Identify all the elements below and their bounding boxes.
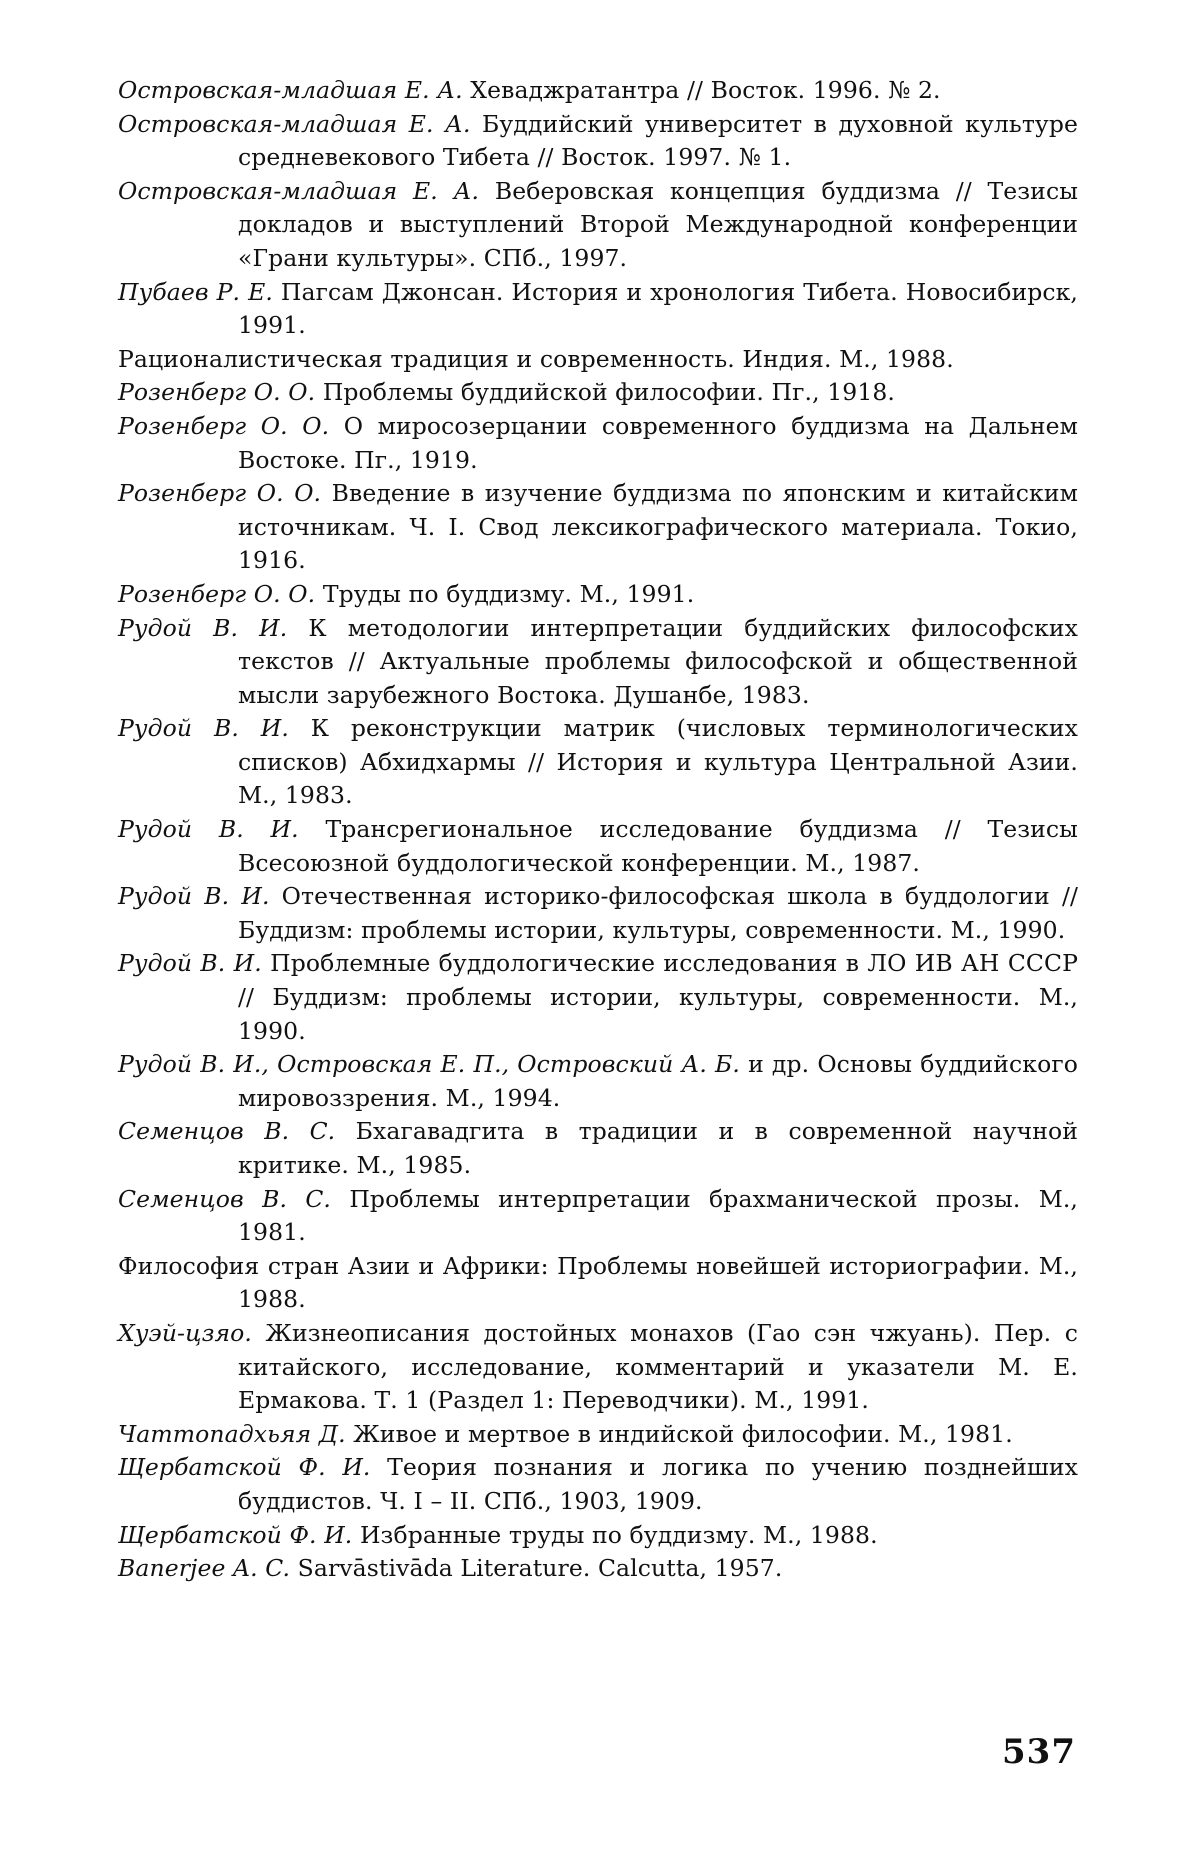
bibliography-entry bbox=[118, 1250, 1078, 1317]
entry-text: Проблемные буддологические исследования в ЛО ИВ АН СССР // Буддизм: проблемы истории, культуры, современности. М., 1990. bbox=[238, 949, 1078, 1045]
entry-text: Хеваджратантра // Восток. 1996. № 2. bbox=[462, 76, 941, 104]
entry-author: Рудой В. И. bbox=[118, 949, 262, 978]
entry-text: Живое и мертвое в индийской философии. М., 1981. bbox=[345, 1419, 1013, 1448]
page-number: 537 bbox=[1002, 1732, 1076, 1772]
bibliography-entry bbox=[118, 947, 1078, 1048]
bibliography-list bbox=[118, 74, 1078, 1586]
entry-text: Рационалистическая традиция и современность. Индия. М., 1988. bbox=[118, 344, 954, 373]
entry-author: Семенцов В. С. bbox=[118, 1117, 336, 1146]
entry-author: Рудой В. И. bbox=[118, 882, 270, 911]
bibliography-entry bbox=[118, 612, 1078, 713]
entry-text: Жизнеописания достойных монахов (Гао сэн чжуань). Пер. с китайского, исследование, комментарий и указатели М. Е. Ермакова. Т. 1 (Раздел 1: Переводчики). М., 1991. bbox=[238, 1318, 1078, 1415]
entry-text: К методологии интерпретации буддийских философских текстов // Актуальные проблемы философской и общественной мысли зарубежного Востока. Душанбе, 1983. bbox=[238, 613, 1078, 709]
entry-text: Проблемы интерпретации брахманической прозы. М., 1981. bbox=[238, 1184, 1079, 1247]
entry-text: Проблемы буддийской философии. Пг., 1918. bbox=[315, 378, 896, 407]
entry-text: О миросозерцании современного буддизма на Дальнем Востоке. Пг., 1919. bbox=[238, 411, 1078, 474]
entry-text: Sarvāstivāda Literature. Calcutta, 1957. bbox=[290, 1554, 783, 1583]
entry-author: Островская-младшая Е. А. bbox=[118, 176, 480, 205]
entry-author: Рудой В. И., Островская Е. П., Островский А. Б. bbox=[118, 1050, 740, 1079]
bibliography-entry bbox=[118, 1048, 1078, 1115]
bibliography-entry bbox=[118, 276, 1078, 343]
entry-author: Banerjee A. C. bbox=[118, 1554, 291, 1583]
entry-author: Семенцов В. С. bbox=[118, 1184, 332, 1213]
bibliography-entry bbox=[118, 712, 1078, 813]
entry-author: Островская-младшая Е. А. bbox=[118, 76, 463, 104]
entry-author: Хуэй-цзяо. bbox=[118, 1318, 252, 1347]
entry-text: Введение в изучение буддизма по японским и китайским источникам. Ч. I. Свод лексикографического материала. Токио, 1916. bbox=[238, 479, 1078, 575]
bibliography-entry bbox=[118, 578, 1078, 612]
entry-text: Трансрегиональное исследование буддизма // Тезисы Всесоюзной буддологической конференции. М., 1987. bbox=[238, 815, 1078, 877]
entry-text: Пагсам Джонсан. История и хронология Тибета. Новосибирск, 1991. bbox=[238, 277, 1078, 340]
entry-author: Розенберг О. О. bbox=[118, 579, 316, 608]
bibliography-entry bbox=[118, 108, 1078, 175]
entry-text: Веберовская концепция буддизма // Тезисы докладов и выступлений Второй Международной конференции «Грани культуры». СПб., 1997. bbox=[238, 176, 1079, 272]
entry-author: Розенберг О. О. bbox=[118, 479, 322, 508]
bibliography-entry bbox=[118, 1183, 1078, 1250]
entry-text: и др. Основы буддийского мировоззрения. М., 1994. bbox=[238, 1050, 1078, 1112]
bibliography-entry bbox=[118, 376, 1078, 410]
bibliography-entry bbox=[118, 477, 1078, 578]
entry-author: Розенберг О. О. bbox=[118, 378, 316, 407]
entry-author: Розенберг О. О. bbox=[118, 411, 330, 440]
entry-author: Островская-младшая Е. А. bbox=[118, 109, 471, 138]
bibliography-entry bbox=[118, 1519, 1078, 1553]
entry-author: Щербатской Ф. И. bbox=[118, 1520, 353, 1549]
entry-text: Буддийский университет в духовной культуре средневекового Тибета // Восток. 1997. № 1. bbox=[238, 109, 1078, 172]
entry-text: Теория познания и логика по учению позднейших буддистов. Ч. I – II. СПб., 1903, 1909. bbox=[238, 1453, 1078, 1515]
entry-author: Рудой В. И. bbox=[118, 714, 289, 743]
entry-text: Труды по буддизму. М., 1991. bbox=[315, 579, 695, 608]
entry-author: Рудой В. И. bbox=[118, 613, 288, 642]
bibliography-entry bbox=[118, 1418, 1078, 1452]
bibliography-entry bbox=[118, 1552, 1078, 1586]
bibliography-entry bbox=[118, 1451, 1078, 1518]
entry-text: Философия стран Азии и Африки: Проблемы новейшей историографии. М., 1988. bbox=[118, 1251, 1078, 1314]
bibliography-entry bbox=[118, 813, 1078, 880]
bibliography-entry bbox=[118, 1115, 1078, 1182]
bibliography-entry bbox=[118, 1317, 1078, 1418]
bibliography-entry bbox=[118, 74, 1078, 108]
bibliography-entry bbox=[118, 175, 1078, 276]
entry-text: К реконструкции матрик (числовых терминологических списков) Абхидхармы // История и культура Центральной Азии. М., 1983. bbox=[238, 714, 1078, 810]
entry-author: Пубаев Р. Е. bbox=[118, 277, 273, 306]
entry-text: Бхагавадгита в традиции и в современной научной критике. М., 1985. bbox=[238, 1117, 1079, 1179]
entry-text: Отечественная историко-философская школа в буддологии // Буддизм: проблемы истории, культуры, современности. М., 1990. bbox=[238, 882, 1078, 944]
bibliography-entry bbox=[118, 343, 1078, 377]
entry-author: Рудой В. И. bbox=[118, 815, 299, 844]
entry-author: Чаттопадхьяя Д. bbox=[118, 1419, 346, 1448]
bibliography-entry bbox=[118, 880, 1078, 947]
entry-text: Избранные труды по буддизму. М., 1988. bbox=[352, 1520, 878, 1549]
bibliography-entry bbox=[118, 410, 1078, 477]
entry-author: Щербатской Ф. И. bbox=[118, 1453, 371, 1482]
